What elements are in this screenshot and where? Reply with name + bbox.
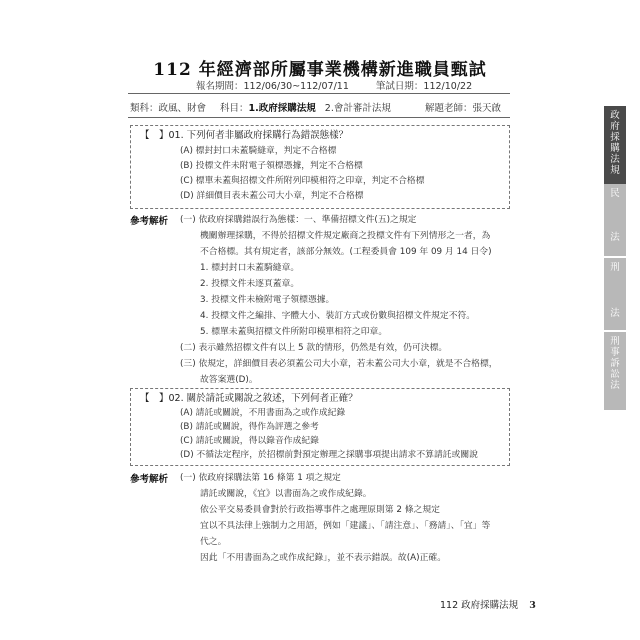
a1-line: (二) 表示雖然招標文件有以上 5 款的情形，仍然是有效，仍可決標。 [180,343,448,353]
meta-divider [128,117,510,118]
subject-prefix: 科目： [220,103,249,114]
page-title: 112 年經濟部所屬事業機構新進職員甄試 [153,60,487,80]
a2-line: 請託或關說，《宜》以書面為之或作成紀錄。 [200,489,372,499]
exam-date: 筆試日期：112/10/22 [375,81,473,92]
side-tab-label: 法 [610,308,620,319]
subject-second: 2.會計審計法規 [324,103,391,114]
footer-title: 112 政府採購法規 [440,600,519,611]
q2-option-d: (D) 不循法定程序，於招標前對預定辦理之採購事項提出請求不算請託或關說 [180,450,478,460]
side-tab-civil-2[interactable] [604,232,626,248]
registration-period: 報名期間：112/06/30~112/07/11 [196,81,349,92]
a1-line: 故答案選(D)。 [200,375,258,385]
q1-option-b: (B) 投標文件未附電子領標憑據，判定不合格標 [180,161,363,171]
q2-option-b: (B) 請託或關說，得作為評選之參考 [180,422,319,432]
a1-line: 3. 投標文件未檢附電子領標憑據。 [200,295,335,305]
a1-line: 5. 標單未蓋與招標文件所附印模單相符之印章。 [200,327,388,337]
page-footer [440,597,536,611]
a2-line: (一) 依政府採購法第 16 條第 1 項之規定 [180,473,341,483]
answer-label-1: 參考解析 [130,216,169,227]
side-tab-label: 民 [610,188,620,199]
q2-option-c: (C) 請託或關說，得以錄音作成紀錄 [180,436,319,446]
side-tab-label: 政府採購法規 [610,110,620,176]
header-divider [128,93,510,94]
q1-option-c: (C) 標單未蓋與招標文件所附列印模相符之印章，判定不合格標 [180,176,425,186]
subject-line [220,100,391,114]
subject-main: 1.政府採購法規 [248,103,316,114]
a2-line: 依公平交易委員會對於行政指導事件之處理原則第 2 條之規定 [200,505,440,515]
side-tab-criminal-procedure[interactable] [604,332,626,410]
a1-line: (一) 依政府採購錯誤行為態樣：一、準備招標文件(五)之規定 [180,215,417,225]
a1-line: (三) 依規定，詳細價目表必須蓋公司大小章，若未蓋公司大小章，就是不合格標， [180,359,498,369]
teacher: 解題老師：張天啟 [425,103,502,114]
a2-line: 因此「不用書面為之或作成紀錄」，並不表示錯誤。故(A)正確。 [200,553,446,563]
side-tab-label: 法 [610,232,620,243]
a2-line: 宜以不具法律上強制力之用語，例如「建議」、「請注意」、「務請」、「宜」等 [200,521,491,531]
answer-label-2: 參考解析 [130,474,169,485]
a2-line: 代之。 [200,537,227,547]
page-number: 3 [529,600,536,611]
a1-line: 1. 標封封口未蓋騎縫章。 [200,263,300,273]
q1-option-d: (D) 詳細價目表未蓋公司大小章，判定不合格標 [180,191,364,201]
question-stem-2: 【 】02. 關於請託或關說之敘述，下列何者正確？ [140,393,358,404]
a1-line: 4. 投標文件之編排、字體大小、裝訂方式或份數與招標文件規定不符。 [200,311,476,321]
question-stem-1: 【 】01. 下列何者非屬政府採購行為錯誤態樣？ [140,130,349,141]
a1-line: 機關辦理採購，不得於招標文件規定廠商之投標文件有下列情形之一者，為 [200,231,491,241]
a1-line: 不合格標。其有規定者，該部分無效。(工程委員會 109 年 09 月 14 日令) [200,247,492,257]
side-tab-label: 刑 [610,262,620,273]
side-tab-active[interactable] [604,106,626,184]
side-tab-criminal-2[interactable] [604,308,626,324]
q2-option-a: (A) 請託或關說，不用書面為之或作成紀錄 [180,408,346,418]
a1-line: 2. 投標文件未逐頁蓋章。 [200,279,300,289]
q1-option-a: (A) 標封封口未蓋騎縫章，判定不合格標 [180,146,337,156]
exam-dates [196,78,496,92]
side-tab-label: 刑事訴訟法 [610,336,620,391]
subject-class: 類科：政風、財會 [130,103,207,114]
